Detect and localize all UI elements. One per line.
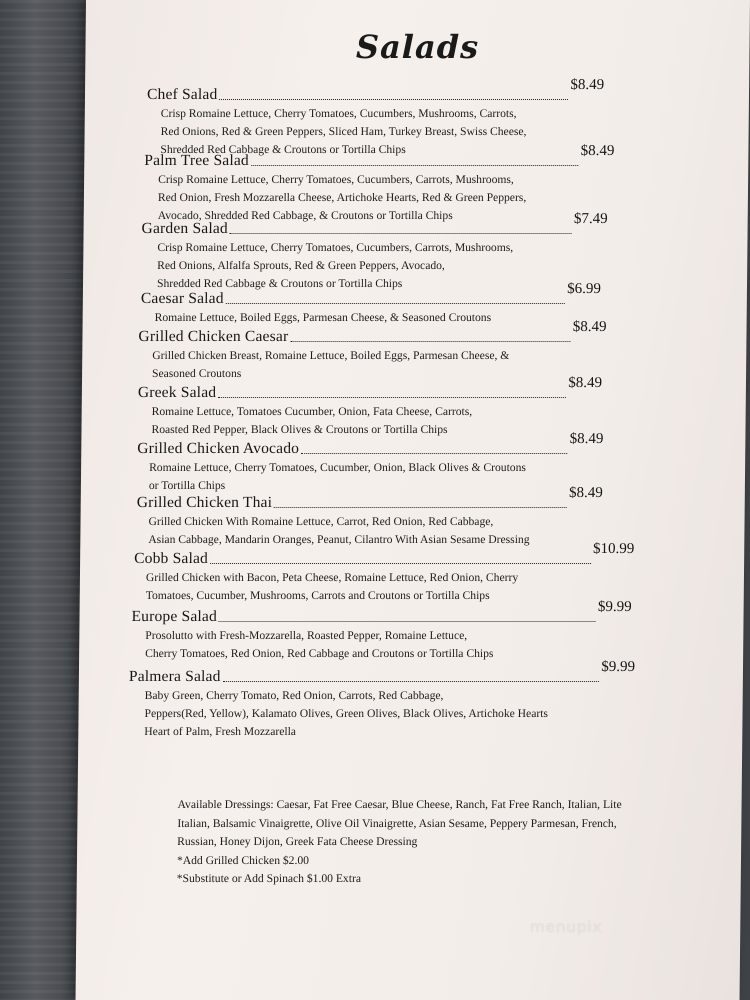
- menu-item-greek-salad: [137, 375, 603, 439]
- item-name: Caesar Salad: [140, 290, 224, 307]
- item-description: Baby Green, Cherry Tomato, Red Onion, Carrots, Red Cabbage, Peppers(Red, Yellow), Kalamato Olives, Green Olives, Black Olives, Artichoke Hearts Heart of Palm, Fresh Mozzarella: [144, 689, 549, 738]
- item-description: Crisp Romaine Lettuce, Cherry Tomatoes, Cucumbers, Mushrooms, Carrots, Red Onions, Red & Green Peppers, Sliced Ham, Turkey Breast, Swiss Cheese, Shredded Red Cabbage & Croutons or Tortilla Chips: [160, 107, 527, 156]
- item-name: Palm Tree Salad: [144, 152, 250, 169]
- item-price: $8.49: [568, 375, 603, 391]
- item-name: Europe Salad: [131, 608, 218, 625]
- item-name: Grilled Chicken Thai: [136, 494, 273, 511]
- leader-dots: [218, 396, 566, 398]
- leader-dots: [226, 302, 565, 304]
- item-price: $8.49: [569, 485, 603, 501]
- menu-item-palmera-salad: [128, 659, 636, 741]
- item-name: Grilled Chicken Caesar: [138, 328, 289, 345]
- item-name: Palmera Salad: [128, 668, 221, 685]
- item-price: $7.49: [573, 211, 608, 227]
- available-dressings: Available Dressings: Caesar, Fat Free Caesar, Blue Cheese, Ranch, Fat Free Ranch, Italian, Lite Italian, Balsamic Vinaigrette, Olive Oil Vinaigrette, Asian Sesame, Peppery Parmesan, French, Russian, Honey Dijon, Greek Fata Cheese Dressing: [177, 798, 622, 848]
- item-price: $6.99: [567, 281, 602, 297]
- item-description: Romaine Lettuce, Boiled Eggs, Parmesan Cheese, & Seasoned Croutons: [154, 311, 492, 324]
- menu-item-garden-salad: [141, 211, 608, 293]
- menu-item-grilled-chicken-thai: [136, 485, 603, 549]
- leader-dots: [230, 232, 572, 234]
- item-name: Garden Salad: [141, 220, 229, 237]
- menupix-watermark: menupix: [530, 918, 603, 936]
- item-name: Greek Salad: [137, 384, 217, 401]
- leader-dots: [210, 562, 591, 564]
- page-title: Salads: [355, 28, 480, 66]
- item-description: Prosolutto with Fresh-Mozzarella, Roasted Pepper, Romaine Lettuce, Cherry Tomatoes, Red Onion, Red Cabbage and Croutons or Tortilla Chips: [145, 629, 494, 660]
- menu-item-europe-salad: [131, 599, 632, 663]
- item-name: Cobb Salad: [134, 550, 209, 567]
- dressings-footer: [177, 796, 648, 889]
- menu-item-grilled-chicken-caesar: [138, 319, 607, 383]
- add-chicken-note: *Add Grilled Chicken $2.00: [176, 853, 310, 867]
- leader-dots: [251, 164, 579, 166]
- menu-item-grilled-chicken-avocado: [137, 431, 604, 495]
- item-description: Grilled Chicken With Romaine Lettuce, Carrot, Red Onion, Red Cabbage, Asian Cabbage, Mandarin Oranges, Peanut, Cilantro With Asian Sesame Dressing: [148, 515, 530, 546]
- item-name: Chef Salad: [146, 86, 218, 103]
- item-price: $8.49: [572, 319, 607, 335]
- item-description: Romaine Lettuce, Cherry Tomatoes, Cucumber, Onion, Black Olives & Croutons or Tortilla Chips: [148, 461, 527, 492]
- menu-item-caesar-salad: [140, 281, 602, 327]
- item-description: Grilled Chicken Breast, Romaine Lettuce, Boiled Eggs, Parmesan Cheese, & Seasoned Croutons: [152, 349, 510, 380]
- menu-page: [76, 0, 750, 1000]
- menu-item-chef-salad: [146, 77, 605, 159]
- menu-item-palm-tree-salad: [144, 143, 615, 225]
- item-price: $9.99: [601, 659, 636, 675]
- leader-dots: [274, 506, 567, 508]
- item-name: Grilled Chicken Avocado: [137, 440, 300, 457]
- menu-item-cobb-salad: [134, 541, 635, 605]
- leader-dots: [219, 98, 568, 100]
- item-description: Crisp Romaine Lettuce, Cherry Tomatoes, Cucumbers, Carrots, Mushrooms, Red Onions, Alfalfa Sprouts, Red & Green Peppers, Avocado, Shredded Red Cabbage & Croutons or Tortilla Chips: [156, 241, 514, 290]
- item-price: $8.49: [580, 143, 615, 159]
- item-price: $8.49: [569, 431, 604, 447]
- leader-dots: [219, 620, 596, 622]
- leader-dots: [223, 680, 600, 682]
- spinach-note: *Substitute or Add Spinach $1.00 Extra: [176, 872, 362, 885]
- item-price: $10.99: [592, 541, 635, 557]
- item-description: Grilled Chicken with Bacon, Peta Cheese, Romaine Lettuce, Red Onion, Cherry Tomatoes, Cucumber, Mushrooms, Carrots and Croutons or Tortilla Chips: [145, 571, 519, 602]
- leader-dots: [301, 452, 567, 454]
- item-description: Crisp Romaine Lettuce, Cherry Tomatoes, Cucumbers, Carrots, Mushrooms, Red Onion, Fresh Mozzarella Cheese, Artichoke Hearts, Red & Green Peppers, Avocado, Shredded Red Cabbage, & Croutons or Tortilla Chips: [157, 173, 527, 222]
- item-price: $9.99: [597, 599, 632, 615]
- item-description: Romaine Lettuce, Tomatoes Cucumber, Onion, Fata Cheese, Carrots, Roasted Red Pepper, Black Olives & Croutons or Tortilla Chips: [151, 405, 473, 436]
- item-price: $8.49: [570, 77, 605, 93]
- leader-dots: [290, 340, 570, 342]
